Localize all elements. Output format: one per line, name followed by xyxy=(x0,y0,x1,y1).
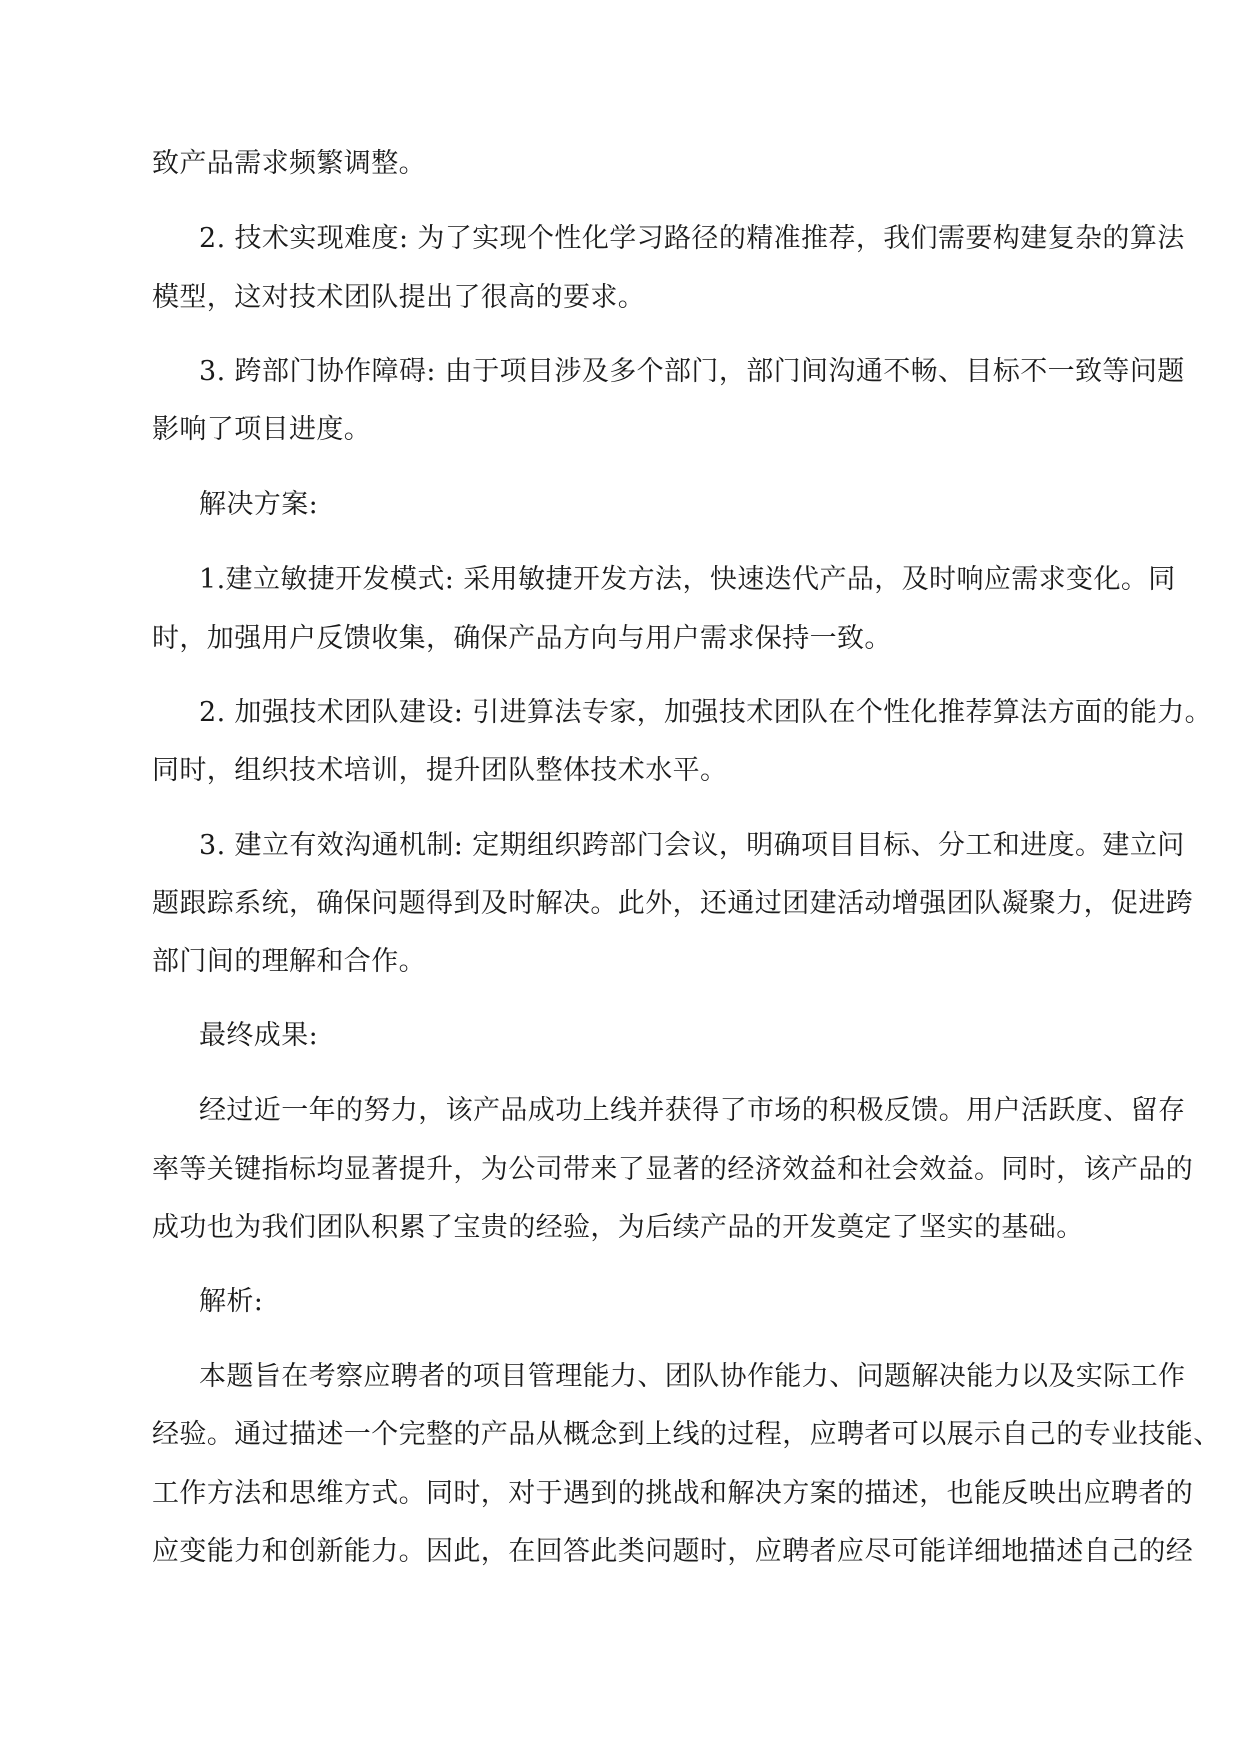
text-line: 成功也为我们团队积累了宝贵的经验，为后续产品的开发奠定了坚实的基础。 xyxy=(152,1212,1084,1243)
text-line: 部门间的理解和合作。 xyxy=(152,946,426,977)
text-line: 同时，组织技术培训，提升团队整体技术水平。 xyxy=(152,755,728,786)
text-line: 率等关键指标均显著提升，为公司带来了显著的经济效益和社会效益。同时，该产品的 xyxy=(152,1154,1194,1185)
text-line: 时，加强用户反馈收集，确保产品方向与用户需求保持一致。 xyxy=(152,623,892,654)
text-line: 工作方法和思维方式。同时，对于遇到的挑战和解决方案的描述，也能反映出应聘者的 xyxy=(152,1478,1194,1509)
section-heading: 解决方案: xyxy=(199,489,319,520)
text-line: 2. 加强技术团队建设: 引进算法专家，加强技术团队在个性化推荐算法方面的能力。 xyxy=(199,697,1213,728)
text-line: 3. 建立有效沟通机制: 定期组织跨部门会议，明确项目目标、分工和进度。建立问 xyxy=(199,830,1185,861)
text-line: 本题旨在考察应聘者的项目管理能力、团队协作能力、问题解决能力以及实际工作 xyxy=(199,1361,1186,1392)
text-line: 经验。通过描述一个完整的产品从概念到上线的过程，应聘者可以展示自己的专业技能、 xyxy=(152,1419,1221,1450)
text-line: 经过近一年的努力，该产品成功上线并获得了市场的积极反馈。用户活跃度、留存 xyxy=(199,1095,1186,1126)
text-line: 致产品需求频繁调整。 xyxy=(152,148,426,179)
text-line: 应变能力和创新能力。因此，在回答此类问题时，应聘者应尽可能详细地描述自己的经 xyxy=(152,1536,1194,1567)
text-line: 影响了项目进度。 xyxy=(152,414,372,445)
section-heading: 最终成果: xyxy=(199,1020,319,1051)
text-line: 3. 跨部门协作障碍: 由于项目涉及多个部门，部门间沟通不畅、目标不一致等问题 xyxy=(199,356,1185,387)
text-line: 1.建立敏捷开发模式: 采用敏捷开发方法，快速迭代产品，及时响应需求变化。同 xyxy=(199,564,1176,595)
text-line: 题跟踪系统，确保问题得到及时解决。此外，还通过团建活动增强团队凝聚力，促进跨 xyxy=(152,888,1194,919)
text-line: 模型，这对技术团队提出了很高的要求。 xyxy=(152,282,646,313)
text-line: 2. 技术实现难度: 为了实现个性化学习路径的精准推荐，我们需要构建复杂的算法 xyxy=(199,223,1185,254)
section-heading: 解析: xyxy=(199,1286,264,1317)
